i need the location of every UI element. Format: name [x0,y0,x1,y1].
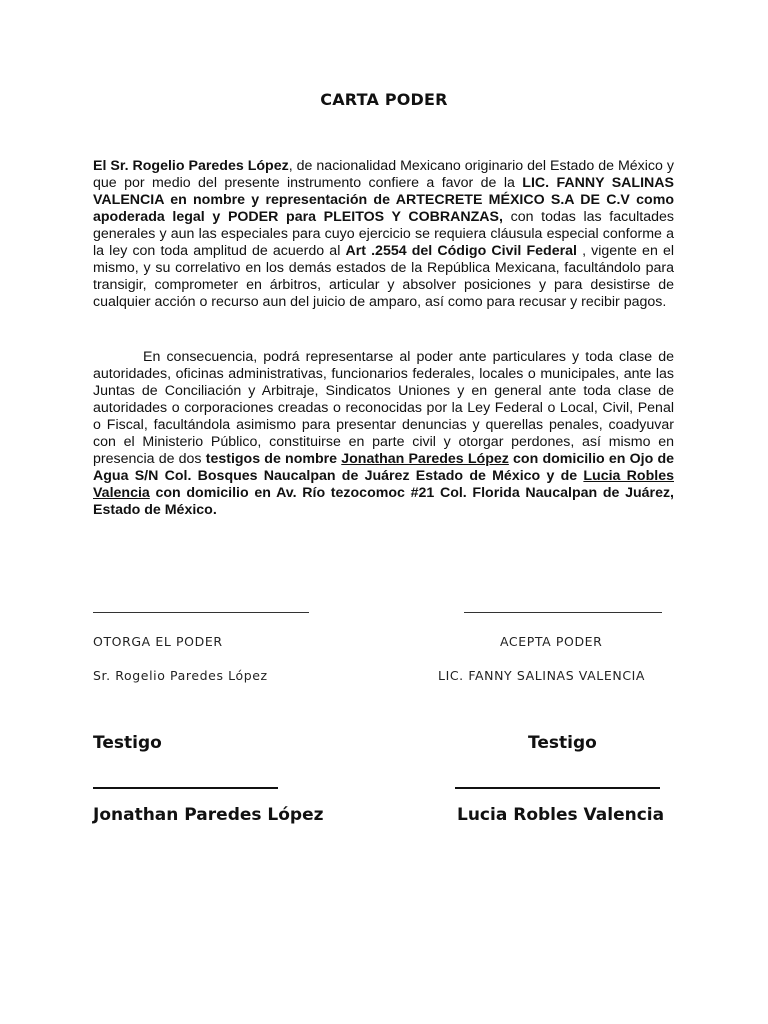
witness-2-signature-line [455,787,660,789]
paragraph-consequence [93,349,674,519]
text-run: , de nacionalidad Mexicano originario del Estado de México y que por medio del presente instrumento confiere a favor de la [93,158,674,191]
text-run: , vigente en el mismo, y su correlativo en los demás estados de la República Mexicana, facultándolo para transigir, comprometer en árbitros, articular y absolver posiciones y para desistirse de cualquier acción o recurso aun del juicio de amparo, así como para recusar y recibir pagos. [93,243,675,310]
paragraph-grant [93,158,674,311]
witness-1-name: Jonathan Paredes López [93,805,324,825]
witness-2-address: con domicilio en Av. Río tezocomoc #21 Col. Florida Naucalpan de Juárez, Estado de México. [93,485,674,518]
witness-intro: testigos de nombre [205,451,342,467]
grantor-name: El Sr. Rogelio Paredes López [93,158,289,174]
attorney-designation: LIC. FANNY SALINAS VALENCIA en nombre y representación de ARTECRETE MÉXICO S.A DE C.V como apoderada legal y PODER para PLEITOS Y COBRANZAS, [93,175,674,225]
signature-line-attorney [464,612,662,613]
witness-1-name-inline: Jonathan Paredes López [341,451,509,467]
legal-article: Art .2554 del Código Civil Federal [345,243,577,259]
text-run: En consecuencia, podrá representarse al poder ante particulares y toda clase de autoridades, oficinas administrativas, funcionarios federales, locales o municipales, ante las Juntas de Conciliación y Arbitraje, Sindicatos Uniones y en general ante toda clase de autoridades o corporaciones creadas o reconocidas por la Ley Federal o Local, Civil, Penal o Fiscal, facultándola asimismo para presentar denuncias y querellas penales, coadyuvar con el Ministerio Público, constituirse en parte civil y otorgar perdones, así mismo en presencia de dos [93,349,674,467]
attorney-role-label: ACEPTA PODER [500,634,603,649]
witness-1-signature-line [93,787,278,789]
witness-1-label: Testigo [93,733,162,753]
signature-line-grantor [93,612,309,613]
grantor-role-label: OTORGA EL PODER [93,634,223,649]
witness-2-name-inline: Lucia Robles Valencia [93,468,674,501]
witness-2-name: Lucia Robles Valencia [457,805,665,825]
document-title: CARTA PODER [320,90,448,109]
text-run: con todas las facultades generales y aun las especiales para cuyo ejercicio se requiera cláusula especial conforme a la ley con toda amplitud de acuerdo al [93,209,674,259]
witness-1-address: con domicilio en Ojo de Agua S/N Col. Bosques Naucalpan de Juárez Estado de México y de [93,451,675,484]
attorney-signature-name: LIC. FANNY SALINAS VALENCIA [438,668,646,683]
grantor-signature-name: Sr. Rogelio Paredes López [93,668,268,683]
witness-2-label: Testigo [528,733,597,753]
